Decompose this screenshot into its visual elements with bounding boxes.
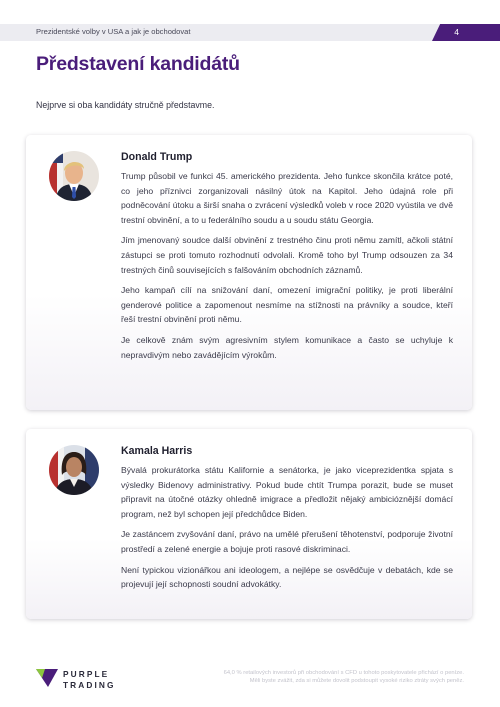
document-title: Prezidentské volby v USA a jak je obchodovat	[36, 27, 191, 36]
bio-paragraph: Trump působil ve funkci 45. amerického prezidenta. Jeho funkce skončila krátce poté, co jeho příznivci zorganizovali násilný útok na Kapitol. Jeho údajná role při podněcování útoku a širší snaha o zvrácení výsledků voleb v roce 2020 vyústila ve dvě trestní obvinění, a to u federálního soudu a u soudu státu Georgia.	[121, 171, 453, 225]
bio-paragraph: Je zastáncem zvyšování daní, právo na umělé přerušení těhotenství, podporuje životní prostředí a zelené energie a bojuje proti rasové diskriminaci.	[121, 529, 453, 554]
candidate-name: Donald Trump	[121, 151, 193, 163]
bio-paragraph: Je celkově znám svým agresivním stylem komunikace a často se uchyluje k nepravdivým nebo zavádějícím výrokům.	[121, 334, 453, 360]
harris-portrait	[49, 445, 99, 495]
logo-line-1: PURPLE	[63, 669, 110, 679]
candidate-card-trump	[26, 135, 472, 410]
disclaimer-line: Měli byste zvážit, zda si můžete dovolit podstoupit vysoké riziko ztráty svých peněz.	[249, 678, 464, 685]
bio-paragraph: Jeho kampaň cílí na snižování daní, omezení imigrační politiky, je proti liberální genderové politice a zapomenout nesmíme na stížnosti na právníky a soudce, kteří řeší trestní obvinění proti němu.	[121, 285, 453, 325]
intro-text: Nejprve si oba kandidáty stručně představme.	[36, 100, 215, 110]
trump-portrait	[49, 151, 99, 201]
page-number: 4	[454, 27, 459, 37]
logo-mark-icon	[36, 668, 58, 688]
bio-paragraph: Jím jmenovaný soudce další obvinění z trestného činu proti němu zamítl, ačkoli státní zástupci se proti tomuto rozhodnutí odvolali. Kromě toho byl Trump odsouzen za 34 trestných činů souvisejících s falšováním obchodních záznamů.	[121, 235, 453, 275]
header-bar	[0, 24, 500, 41]
logo-wordmark	[63, 669, 183, 691]
bio-paragraph: Bývalá prokurátorka státu Kalifornie a senátorka, je jako viceprezidentka spjata s výsledky Bidenovy administrativy. Pokud bude chtít Trumpa porazit, bude se muset připravit na útočné otázky ohledně imigrace a předložit nějaký ambicióznější domácí program, než byl schopen její předchůdce Biden.	[121, 465, 453, 519]
logo-line-2: TRADING	[63, 680, 116, 690]
candidate-name: Kamala Harris	[121, 445, 193, 457]
candidate-card-harris	[26, 429, 472, 619]
risk-disclaimer	[184, 669, 464, 686]
candidate-bio	[121, 169, 453, 368]
page-title: Představení kandidátů	[36, 53, 240, 75]
bio-paragraph: Není typickou vizionářkou ani ideologem, a nejlépe se osvědčuje v debatách, kde se projevují její schopnosti soudní advokátky.	[121, 564, 453, 590]
candidate-bio	[121, 463, 453, 598]
page-number-tab	[432, 24, 500, 41]
disclaimer-line: 64,0 % retailových investorů při obchodování s CFD u tohoto poskytovatele přichází o peníze.	[223, 670, 464, 676]
